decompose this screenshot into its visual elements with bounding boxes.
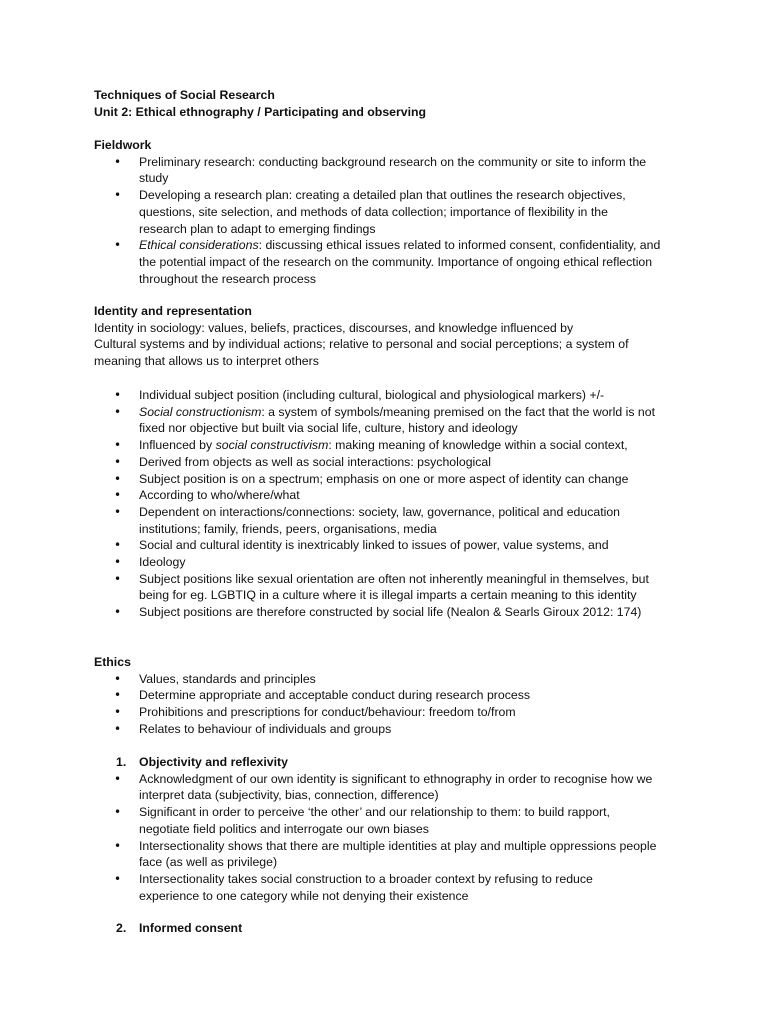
- list-item: • Subject positions are therefore constructed by social life (Nealon & Searls Giroux 2012: 174): [94, 604, 694, 621]
- list-item: • Preliminary research: conducting background research on the community or site to inform the study: [94, 154, 659, 187]
- list-item: • Values, standards and principles: [94, 671, 694, 688]
- identity-intro-line: meaning that allows us to interpret others: [94, 354, 319, 369]
- list-item: • Relates to behaviour of individuals and groups: [94, 721, 694, 738]
- list-item: • Acknowledgment of our own identity is significant to ethnography in order to recognise how we interpret data (subjectivity, bias, connection, difference): [94, 771, 679, 804]
- identity-list: [94, 387, 694, 621]
- identity-heading: Identity and representation: [94, 304, 252, 318]
- list-item: • Determine appropriate and acceptable conduct during research process: [94, 687, 694, 704]
- list-item: • Dependent on interactions/connections: society, law, governance, political and education institutions; family, friends, peers, organisations, media: [94, 504, 674, 537]
- fieldwork-list: [94, 154, 694, 288]
- ethics-section: [94, 654, 694, 738]
- list-item: • Developing a research plan: creating a detailed plan that outlines the research objectives, questions, site selection, and methods of data collection; importance of flexibility in the research plan to adapt to emerging findings: [94, 187, 659, 237]
- list-item: • Derived from objects as well as social interactions: psychological: [94, 454, 694, 471]
- document-header: [94, 87, 694, 120]
- identity-intro-line: Identity in sociology: values, beliefs, practices, discourses, and knowledge influenced by: [94, 320, 574, 335]
- list-item: • Social and cultural identity is inextricably linked to issues of power, value systems, and: [94, 537, 694, 554]
- objectivity-heading: 1. Objectivity and reflexivity: [116, 755, 288, 769]
- list-item: • Social constructionism: a system of symbols/meaning premised on the fact that the world is not fixed nor objective but built via social life, culture, history and ideology: [94, 404, 674, 437]
- consent-heading-list: [94, 920, 694, 937]
- objectivity-list: [94, 771, 694, 905]
- list-item: • Intersectionality takes social construction to a broader context by refusing to reduce experience to one category while not denying their existence: [94, 871, 639, 904]
- list-item: • According to who/where/what: [94, 487, 694, 504]
- identity-list-block: [94, 387, 694, 621]
- course-title: Techniques of Social Research: [94, 88, 275, 102]
- objectivity-section: [94, 754, 694, 904]
- list-item: • Subject positions like sexual orientation are often not inherently meaningful in themselves, but being for eg. LGBTIQ in a culture where it is illegal imparts a certain meaning to this identity: [94, 571, 659, 604]
- identity-section: [94, 303, 694, 370]
- consent-section: [94, 920, 694, 937]
- list-item: • Ethical considerations: discussing ethical issues related to informed consent, confidentiality, and the potential impact of the research on the community. Importance of ongoing ethical reflection throughout the research process: [94, 237, 674, 287]
- list-item: • Prohibitions and prescriptions for conduct/behaviour: freedom to/from: [94, 704, 694, 721]
- list-item: • Ideology: [94, 554, 694, 571]
- list-item: • Significant in order to perceive ‘the other’ and our relationship to them: to build rapport, negotiate field politics and interrogate our own biases: [94, 804, 659, 837]
- consent-heading: 2. Informed consent: [116, 921, 243, 935]
- ethics-heading: Ethics: [94, 655, 131, 669]
- ethics-list: [94, 671, 694, 738]
- fieldwork-section: [94, 137, 694, 287]
- list-item: • Influenced by social constructivism: making meaning of knowledge within a social context,: [94, 437, 694, 454]
- identity-intro-line: Cultural systems and by individual actions; relative to personal and social perceptions; a system of: [94, 337, 629, 352]
- fieldwork-heading: Fieldwork: [94, 138, 152, 152]
- list-item: • Subject position is on a spectrum; emphasis on one or more aspect of identity can change: [94, 471, 694, 488]
- list-item: • Intersectionality shows that there are multiple identities at play and multiple oppressions people face (as well as privilege): [94, 838, 664, 871]
- unit-title: Unit 2: Ethical ethnography / Participating and observing: [94, 104, 427, 119]
- objectivity-heading-list: [94, 754, 694, 771]
- list-item: • Individual subject position (including cultural, biological and physiological markers) +/-: [94, 387, 694, 404]
